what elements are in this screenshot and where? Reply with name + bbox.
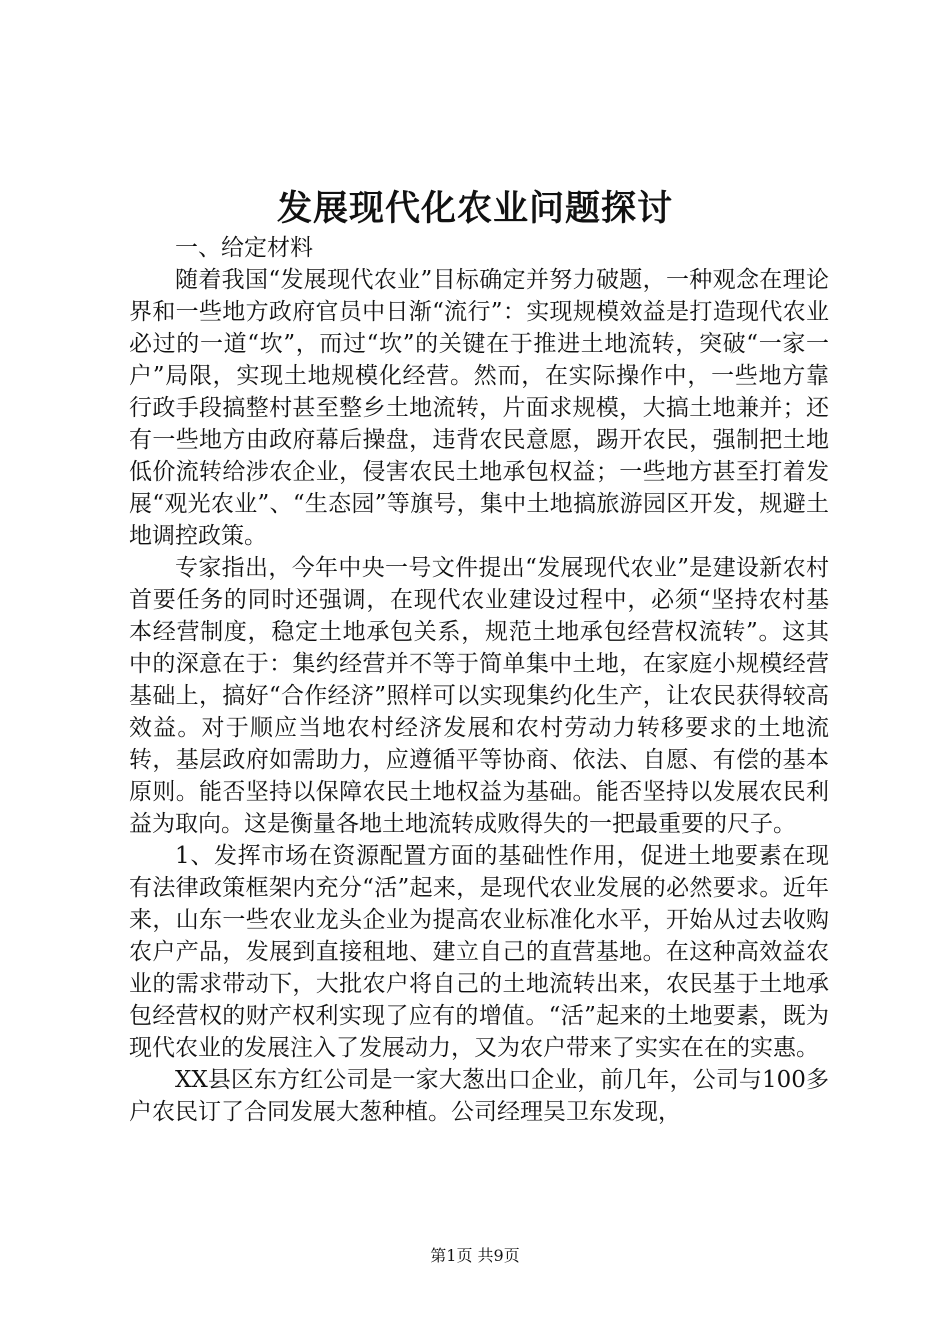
document-body [129, 232, 829, 1128]
paragraph-2: 专家指出，今年中央一号文件提出“发展现代农业”是建设新农村首要任务的同时还强调，在现代农业建设过程中，必须“坚持农村基本经营制度，稳定土地承包关系，规范土地承包经营权流转”。这其中的深意在于：集约经营并不等于简单集中土地，在家庭小规模经营基础上，搞好“合作经济”照样可以实现集约化生产，让农民获得较高效益。对于顺应当地农村经济发展和农村劳动力转移要求的土地流转，基层政府如需助力，应遵循平等协商、依法、自愿、有偿的基本原则。能否坚持以保障农民土地权益为基础。能否坚持以发展农民利益为取向。这是衡量各地土地流转成败得失的一把最重要的尺子。 [129, 555, 829, 837]
page-indicator: 第1页 共9页 [430, 1246, 520, 1265]
paragraph-3: 1、发挥市场在资源配置方面的基础性作用，促进土地要素在现有法律政策框架内充分“活”起来，是现代农业发展的必然要求。近年来，山东一些农业龙头企业为提高农业标准化水平，开始从过去收购农户产品，发展到直接租地、建立自己的直营基地。在这种高效益农业的需求带动下，大批农户将自己的土地流转出来，农民基于土地承包经营权的财产权利实现了应有的增值。“活”起来的土地要素，既为现代农业的发展注入了发展动力，又为农户带来了实实在在的实惠。 [129, 843, 829, 1061]
paragraph-1: 随着我国“发展现代农业”目标确定并努力破题，一种观念在理论界和一些地方政府官员中日渐“流行”：实现规模效益是打造现代农业必过的一道“坎”，而过“坎”的关键在于推进土地流转，突破“一家一户”局限，实现土地规模化经营。然而，在实际操作中，一些地方靠行政手段搞整村甚至整乡土地流转，片面求规模，大搞土地兼并；还有一些地方由政府幕后操盘，违背农民意愿，踢开农民，强制把土地低价流转给涉农企业，侵害农民土地承包权益；一些地方甚至打着发展“观光农业”、“生态园”等旗号，集中土地搞旅游园区开发，规避土地调控政策。 [129, 267, 829, 549]
paragraph-4: XX县区东方红公司是一家大葱出口企业，前几年，公司与100多户农民订了合同发展大葱种植。公司经理吴卫东发现， [129, 1067, 829, 1125]
section-heading: 一、给定材料 [175, 235, 313, 261]
document-title: 发展现代化农业问题探讨 [276, 188, 673, 229]
